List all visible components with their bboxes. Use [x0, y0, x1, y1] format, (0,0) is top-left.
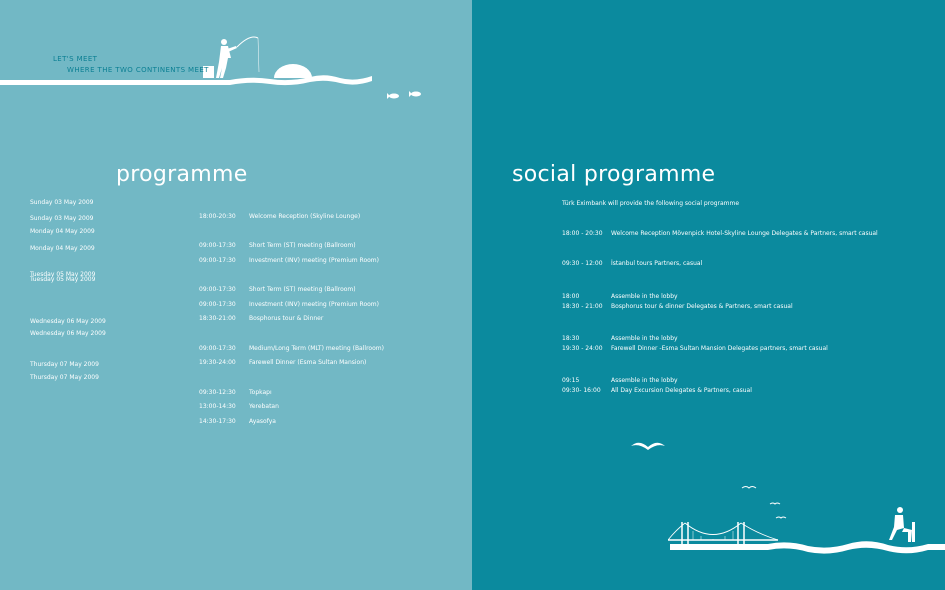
programme-day-header: Thursday 07 May 2009 — [30, 374, 99, 381]
programme-day-header: Sunday 03 May 2009 — [30, 199, 94, 206]
programme-event: Investment (INV) meeting (Premium Room) — [249, 301, 379, 308]
programme-time: 09:00-17:30 — [199, 286, 236, 293]
programme-time: 09:00-17:30 — [199, 345, 236, 352]
social-event: Assemble in the lobby — [611, 335, 678, 342]
social-time: 09:30 - 12:00 — [562, 260, 603, 267]
sea-wave — [0, 75, 372, 85]
programme-title: programme — [116, 162, 248, 187]
programme-day-header: Tuesday 05 May 2009 — [30, 271, 96, 278]
social-event: All Day Excursion Delegates & Partners, casual — [611, 387, 752, 394]
social-day-header: Thursday 07 May 2009 — [30, 361, 99, 368]
social-time: 09:30- 16:00 — [562, 387, 601, 394]
fisherman-icon — [216, 37, 259, 78]
programme-event: Investment (INV) meeting (Premium Room) — [249, 257, 379, 264]
programme-event: Yerebatan — [249, 403, 279, 410]
social-time: 18:00 - 20:30 — [562, 230, 603, 237]
bosphorus-bridge-icon — [668, 522, 778, 546]
seated-man-icon — [889, 507, 915, 542]
programme-event: Medium/Long Term (MLT) meeting (Ballroom) — [249, 345, 384, 352]
social-event: Bosphorus tour & dinner Delegates & Partners, smart casual — [611, 303, 793, 310]
social-event: Assemble in the lobby — [611, 377, 678, 384]
tagline-line1: LET'S MEET — [53, 55, 98, 63]
social-event: Farewell Dinner -Esma Sultan Mansion Delegates partners, smart casual — [611, 345, 828, 352]
social-time: 18:30 - 21:00 — [562, 303, 603, 310]
social-intro: Türk Eximbank will provide the following social programme — [562, 200, 740, 207]
programme-time: 14:30-17:30 — [199, 418, 236, 425]
programme-event: Bosphorus tour & Dinner — [249, 315, 324, 322]
programme-event: Topkapı — [249, 389, 272, 396]
social-event: Assemble in the lobby — [611, 293, 678, 300]
programme-time: 09:00-17:30 — [199, 301, 236, 308]
sea-wave-right — [670, 541, 945, 553]
programme-time: 09:00-17:30 — [199, 257, 236, 264]
tagline-line2: WHERE THE TWO CONTINENTS MEET — [67, 66, 209, 74]
programme-event: Farewell Dinner (Esma Sultan Mansion) — [249, 359, 367, 366]
programme-time: 19:30-24:00 — [199, 359, 236, 366]
programme-time: 09:00-17:30 — [199, 242, 236, 249]
social-programme-title: social programme — [512, 162, 716, 187]
programme-day-header: Wednesday 06 May 2009 — [30, 330, 106, 337]
seagull-icon — [630, 438, 666, 452]
fish-icons — [386, 88, 426, 104]
social-time: 19:30 - 24:00 — [562, 345, 603, 352]
social-day-header: Sunday 03 May 2009 — [30, 215, 94, 222]
social-day-header: Wednesday 06 May 2009 — [30, 318, 106, 325]
social-event: Welcome Reception Mövenpick Hotel-Skyline Lounge Delegates & Partners, smart casual — [611, 230, 878, 237]
programme-time: 18:30-21:00 — [199, 315, 236, 322]
programme-event: Welcome Reception (Skyline Lounge) — [249, 213, 361, 220]
social-day-header: Monday 04 May 2009 — [30, 245, 95, 252]
sun-half — [274, 64, 312, 78]
programme-event: Short Term (ST) meeting (Ballroom) — [249, 286, 356, 293]
social-time: 09:15 — [562, 377, 580, 384]
programme-day-header: Monday 04 May 2009 — [30, 228, 95, 235]
social-event: İstanbul tours Partners, casual — [611, 260, 703, 267]
social-time: 18:30 — [562, 335, 580, 342]
programme-time: 13:00-14:30 — [199, 403, 236, 410]
social-time: 18:00 — [562, 293, 580, 300]
programme-event: Ayasofya — [249, 418, 276, 425]
social-day-header: Tuesday 05 May 2009 — [30, 276, 96, 283]
bridge-illustration — [668, 500, 945, 560]
programme-event: Short Term (ST) meeting (Ballroom) — [249, 242, 356, 249]
programme-time: 09:30-12:30 — [199, 389, 236, 396]
programme-time: 18:00-20:30 — [199, 213, 236, 220]
